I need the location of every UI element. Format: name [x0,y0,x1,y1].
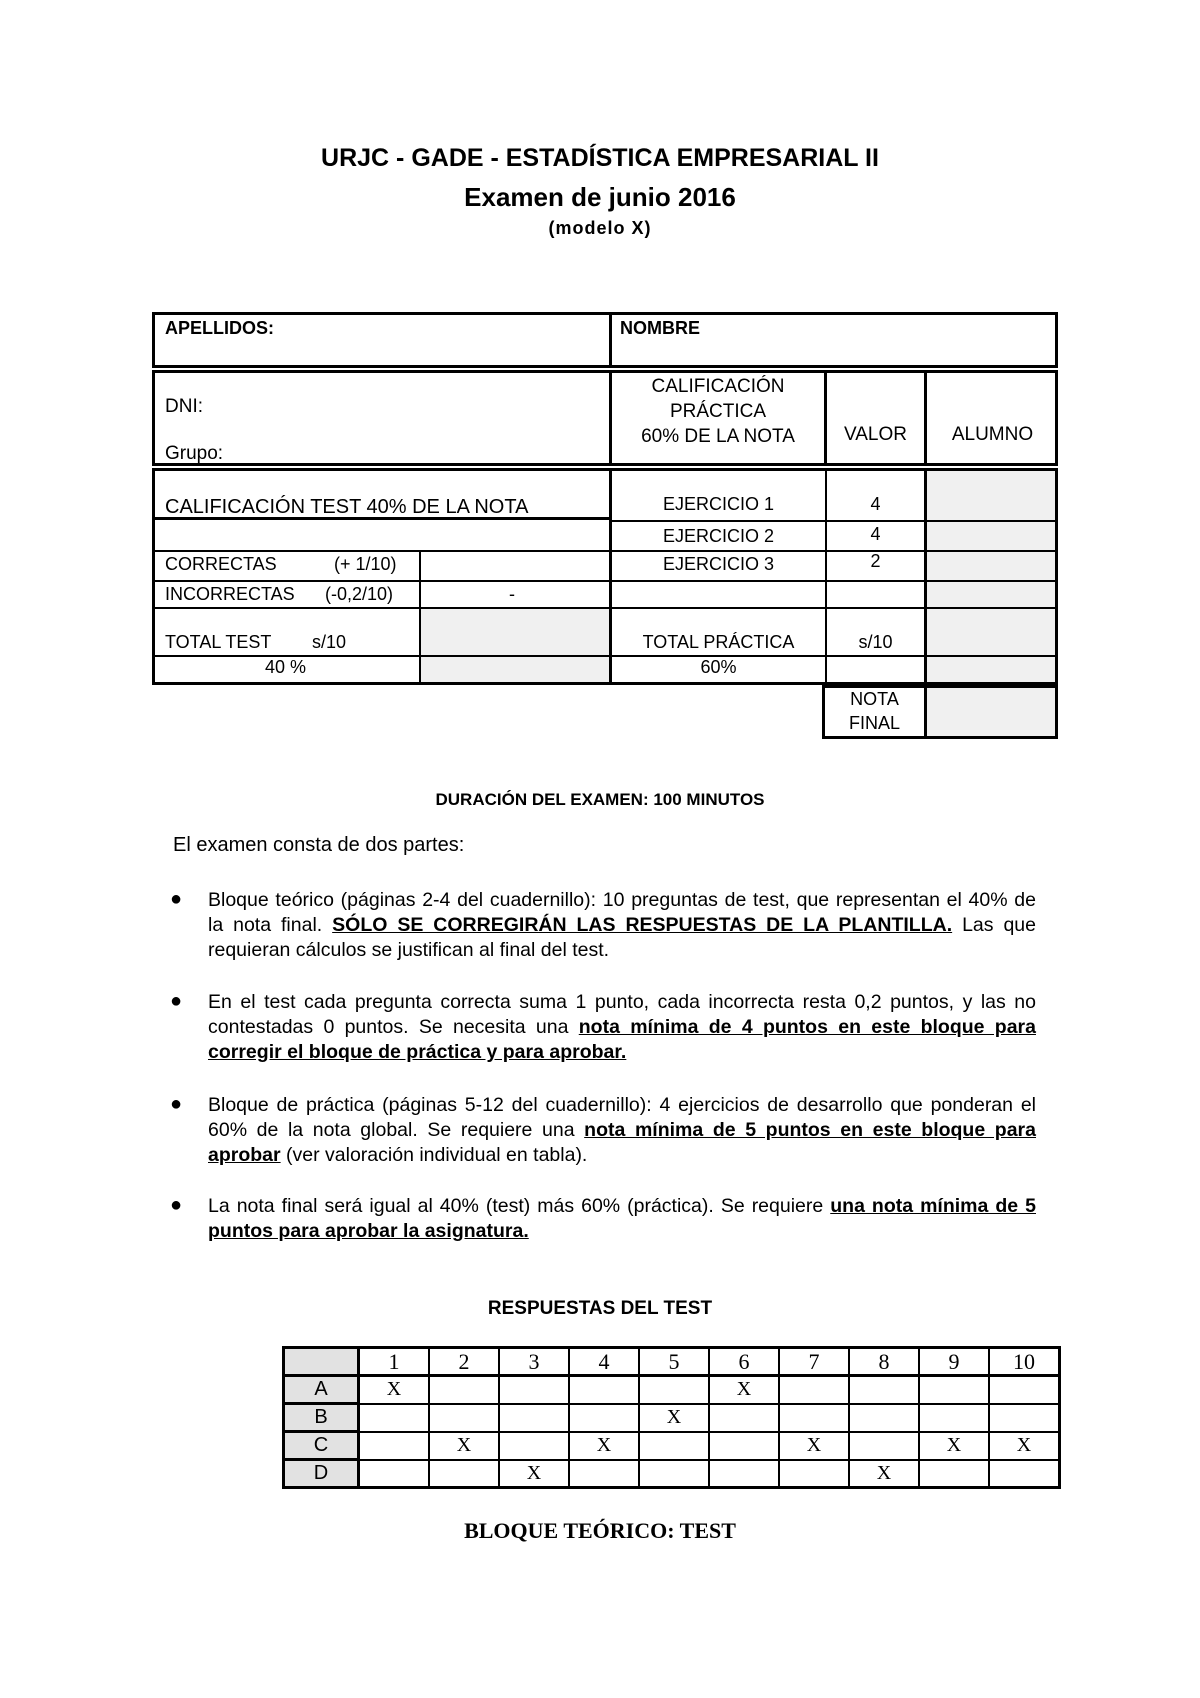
answer-cell[interactable]: X [989,1432,1060,1460]
answer-cell[interactable] [499,1432,569,1460]
answer-cell[interactable] [499,1404,569,1432]
calif-test-label: CALIFICACIÓN TEST 40% DE LA NOTA [165,496,529,518]
col-header: 9 [919,1348,989,1376]
answer-cell[interactable] [709,1460,779,1488]
answer-cell[interactable] [849,1376,919,1404]
valor-header: VALOR [843,424,907,445]
row-header: C [284,1432,359,1460]
ejercicio-2-valor: 4 [870,524,881,544]
answer-cell[interactable] [709,1432,779,1460]
col-header: 7 [779,1348,849,1376]
pct-practica-alumno-field[interactable] [927,657,1055,682]
answer-cell[interactable]: X [849,1460,919,1488]
ej2-alumno-field[interactable] [927,522,1055,550]
answer-row-d [284,1460,1060,1488]
answer-cell[interactable] [569,1376,639,1404]
exam-subtitle: Examen de junio 2016 [464,182,736,212]
bullet-1: Bloque teórico (páginas 2-4 del cuadernillo): 10 preguntas de test, que representan el 40% de la nota final. SÓLO SE CORREGIRÁN LAS RESPUESTAS DE LA PLANTILLA. Las que requieran cálculos se justifican al final del test. [208,889,1036,961]
incorrectas-label: INCORRECTAS [165,584,295,604]
row-header: B [284,1404,359,1432]
bullet-3: Bloque de práctica (páginas 5-12 del cuadernillo): 4 ejercicios de desarrollo que ponderan el 60% de la nota global. Se requiere una nota mínima de 5 puntos en este bloque para aprobar (ver valoración individual en tabla). [208,1094,1036,1166]
row-header: D [284,1460,359,1488]
col-header: 6 [709,1348,779,1376]
answer-cell[interactable] [639,1432,709,1460]
bullet-2: En el test cada pregunta correcta suma 1 punto, cada incorrecta resta 0,2 puntos, y las no contestadas 0 puntos. Se necesita una nota mínima de 4 puntos en este bloque para corregir el bloque de práctica y para aprobar. [208,991,1036,1063]
ejercicio-3-label: EJERCICIO 3 [662,554,775,574]
col-header: 5 [639,1348,709,1376]
total-test-label: TOTAL TEST [165,632,272,652]
col-header: 3 [499,1348,569,1376]
pct-test-field[interactable] [421,657,609,682]
name-box [152,312,1058,368]
dni-label[interactable]: DNI: [165,396,203,417]
row-header: A [284,1376,359,1404]
correctas-label: CORRECTAS [165,554,277,574]
intro-text: El examen consta de dos partes: [173,834,465,856]
ejercicio-1-label: EJERCICIO 1 [662,494,775,514]
answer-cell[interactable] [569,1460,639,1488]
col-header: 2 [429,1348,499,1376]
answer-cell[interactable] [989,1376,1060,1404]
col-header: 10 [989,1348,1060,1376]
bullet-icon: ● [170,888,183,910]
answer-cell[interactable]: X [639,1404,709,1432]
answer-cell[interactable]: X [919,1432,989,1460]
answer-cell[interactable]: X [779,1432,849,1460]
answer-cell[interactable] [779,1376,849,1404]
nota-final-field[interactable] [927,688,1055,736]
answer-cell[interactable] [359,1460,430,1488]
ejercicio-3-valor: 2 [870,551,881,571]
total-practica-label: TOTAL PRÁCTICA [642,632,795,652]
bullet-icon: ● [170,990,183,1012]
calif-practica-label: CALIFICACIÓN PRÁCTICA 60% DE LA NOTA [641,376,795,447]
answer-cell[interactable] [709,1404,779,1432]
nombre-label[interactable]: NOMBRE [620,318,700,338]
ej3-alumno-field[interactable] [927,552,1055,580]
answer-row-b [284,1404,1060,1432]
answers-table [282,1346,1061,1489]
col-header: 8 [849,1348,919,1376]
answer-cell[interactable] [919,1404,989,1432]
answer-cell[interactable]: X [709,1376,779,1404]
pct-test-label: 40 % [264,657,307,677]
total-test-field[interactable] [421,609,609,655]
answer-cell[interactable] [429,1376,499,1404]
exam-duration: DURACIÓN DEL EXAMEN: 100 MINUTOS [435,790,765,809]
answer-cell[interactable] [849,1404,919,1432]
total-test-scale: s/10 [312,632,347,652]
answer-cell[interactable]: X [359,1376,430,1404]
answer-cell[interactable] [989,1460,1060,1488]
answer-cell[interactable]: X [429,1432,499,1460]
answer-cell[interactable]: X [499,1460,569,1488]
section-heading: BLOQUE TEÓRICO: TEST [464,1518,736,1543]
answer-row-a [284,1376,1060,1404]
answer-cell[interactable] [779,1460,849,1488]
correctas-points: (+ 1/10) [334,554,397,574]
grupo-label[interactable]: Grupo: [165,443,224,464]
answer-cell[interactable]: X [569,1432,639,1460]
ej1-alumno-field[interactable] [927,471,1055,520]
answer-cell[interactable] [919,1376,989,1404]
bullet-4: La nota final será igual al 40% (test) más 60% (práctica). Se requiere una nota mínima de 5 puntos para aprobar la asignatura. [208,1195,1036,1242]
incorrectas-points: (-0,2/10) [325,584,394,604]
col-header: 1 [359,1348,430,1376]
col-header: 4 [569,1348,639,1376]
answer-row-c [284,1432,1060,1460]
total-practica-alumno-field[interactable] [927,609,1055,655]
answer-cell[interactable] [429,1460,499,1488]
answers-corner [284,1348,359,1376]
incorrectas-value: - [509,584,515,604]
ejercicio-2-label: EJERCICIO 2 [662,526,775,546]
ejercicio-1-valor: 4 [870,494,881,514]
answer-cell[interactable] [569,1404,639,1432]
answer-cell[interactable] [919,1460,989,1488]
bullet-icon: ● [170,1194,183,1216]
answers-title: RESPUESTAS DEL TEST [487,1298,713,1319]
answer-cell[interactable] [779,1404,849,1432]
answer-cell[interactable] [639,1376,709,1404]
answer-cell[interactable] [639,1460,709,1488]
bullet-icon: ● [170,1093,183,1115]
exam-title: URJC - GADE - ESTADÍSTICA EMPRESARIAL II [321,144,879,172]
apellidos-label[interactable]: APELLIDOS: [165,318,275,338]
total-practica-scale: s/10 [858,632,893,652]
nota-final-label: NOTA FINAL [848,689,900,733]
exam-model: (modelo X) [548,218,652,238]
blank-alumno-field[interactable] [927,582,1055,607]
answer-cell[interactable] [359,1404,430,1432]
answer-cell[interactable] [849,1432,919,1460]
answer-cell[interactable] [359,1432,430,1460]
pct-practica-label: 60% [700,657,737,677]
answer-cell[interactable] [499,1376,569,1404]
answer-cell[interactable] [429,1404,499,1432]
alumno-header: ALUMNO [951,424,1034,445]
answer-cell[interactable] [989,1404,1060,1432]
